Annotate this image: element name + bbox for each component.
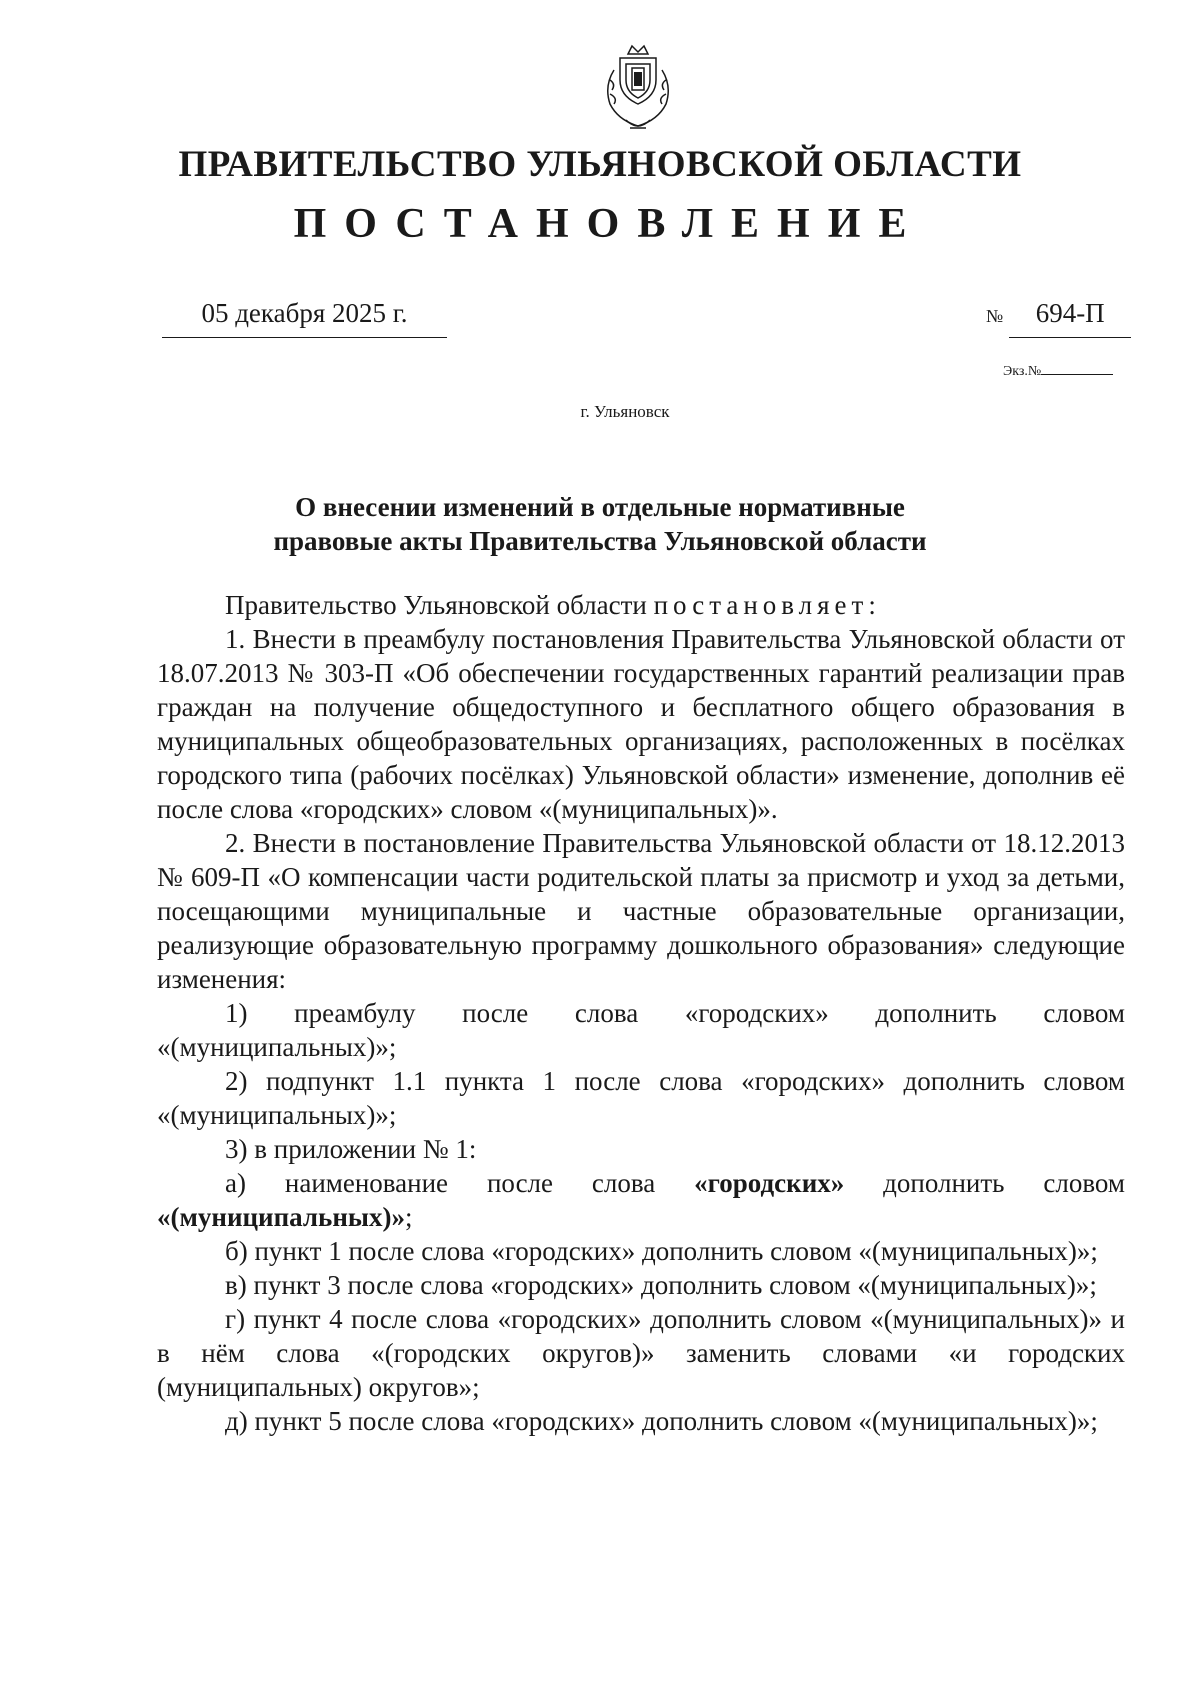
subitem-a-end: ;: [404, 1202, 413, 1232]
paragraph-2-item-1: 1) преамбулу после слова «городских» дополнить словом «(муниципальных)»;: [157, 998, 1125, 1062]
number-value: 694-П: [1009, 298, 1131, 338]
subject-line-1: О внесении изменений в отдельные нормативные: [295, 492, 905, 522]
copy-number: [1003, 362, 1113, 380]
subitem-b: б) пункт 1 после слова «городских» дополнить словом «(муниципальных)»;: [225, 1236, 1098, 1266]
paragraph-2-item-3: 3) в приложении № 1:: [225, 1134, 477, 1164]
paragraph-2-item-2: 2) подпункт 1.1 пункта 1 после слова «городских» дополнить словом «(муниципальных)»;: [157, 1066, 1125, 1130]
document-number: [986, 298, 1131, 338]
number-sign: №: [986, 306, 1004, 326]
intro-paragraph: [157, 588, 1125, 622]
subitem-a: [157, 1166, 1125, 1234]
coat-of-arms-emblem: [598, 40, 678, 140]
document-subject: [0, 490, 1200, 558]
paragraph-1: 1. Внести в преамбулу постановления Правительства Ульяновской области от 18.07.2013 № 303-П «Об обеспечении государственных гарантий реализации прав граждан на получение общедоступного и бесплатного общего образования в муниципальных общеобразовательных организациях, расположенных в посёлках городского типа (рабочих посёлках) Ульяновской области» изменение, дополнив её после слова «городских» словом «(муниципальных)».: [157, 624, 1125, 824]
government-title: ПРАВИТЕЛЬСТВО УЛЬЯНОВСКОЙ ОБЛАСТИ: [178, 144, 1022, 185]
subitem-d: д) пункт 5 после слова «городских» дополнить словом «(муниципальных)»;: [225, 1406, 1098, 1436]
subitem-v: в) пункт 3 после слова «городских» дополнить словом «(муниципальных)»;: [225, 1270, 1097, 1300]
subitem-a-text: а) наименование после слова: [225, 1168, 695, 1198]
paragraph-2: 2. Внести в постановление Правительства Ульяновской области от 18.12.2013 № 609-П «О компенсации части родительской платы за присмотр и уход за детьми, посещающими муниципальные и частные образовательные организации, реализующие образовательную программу дошкольного образования» следующие изменения:: [157, 828, 1125, 994]
subject-line-2: правовые акты Правительства Ульяновской области: [273, 526, 927, 556]
intro-colon: :: [868, 590, 876, 620]
intro-decree-word: постановляет: [653, 590, 869, 620]
copy-label: Экз.№: [1003, 364, 1042, 379]
intro-text: Правительство Ульяновской области: [225, 590, 654, 620]
subitem-a-bold-2: «(муниципальных)»: [157, 1202, 405, 1232]
city-name: г. Ульяновск: [580, 402, 670, 421]
document-date: 05 декабря 2025 г.: [162, 298, 447, 338]
subitem-g: г) пункт 4 после слова «городских» дополнить словом «(муниципальных)» и в нём слова «(городских округов)» заменить словами «и городских (муниципальных) округов»;: [157, 1304, 1125, 1402]
subitem-a-bold-1: «городских»: [694, 1168, 845, 1198]
document-type: ПОСТАНОВЛЕНИЕ: [293, 201, 925, 247]
document-body: [157, 588, 1125, 1438]
subitem-a-mid: дополнить словом: [844, 1168, 1125, 1198]
copy-number-line: [1041, 362, 1113, 375]
